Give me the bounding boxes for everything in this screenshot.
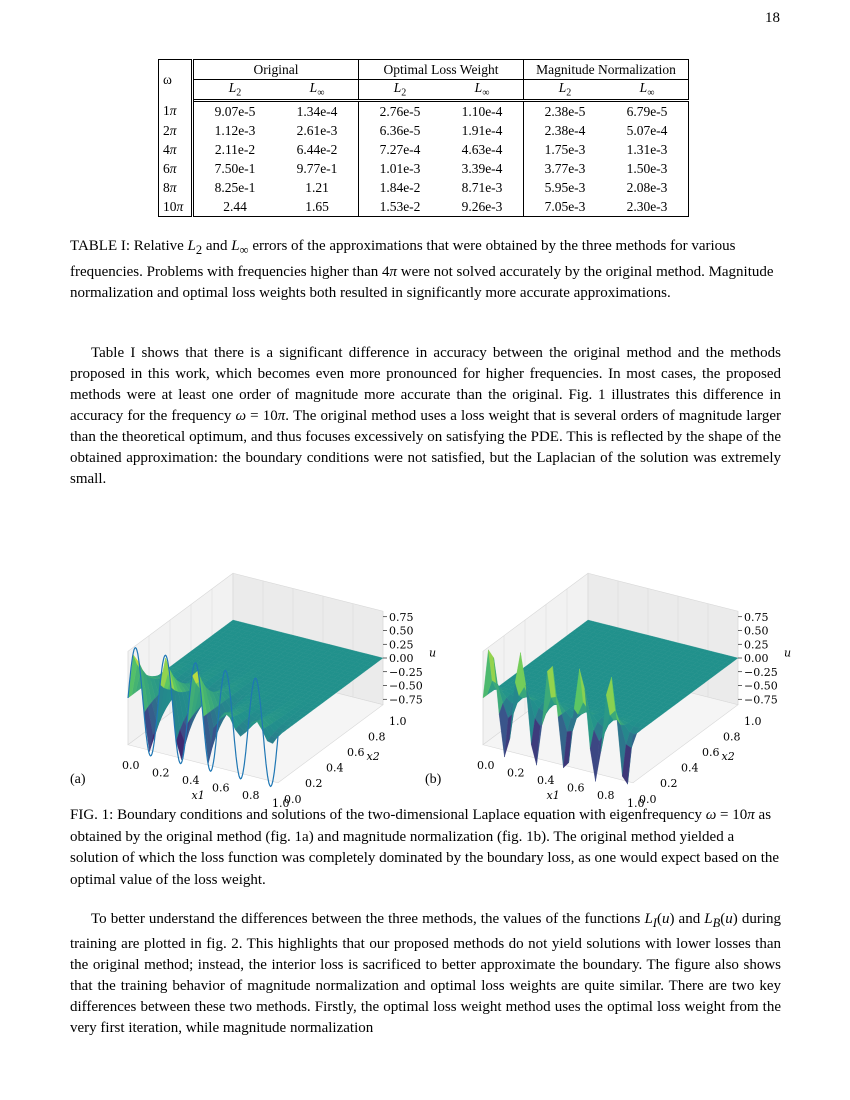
value-cell: 6.36e-5 [379, 122, 421, 138]
z-tick-label: −0.75 [744, 693, 778, 707]
value-cell: 2.76e-5 [379, 103, 421, 119]
x2-tick-label: 1.0 [389, 714, 407, 728]
z-tick-label: 0.00 [389, 652, 414, 665]
figure-1b-surface-plot [465, 520, 792, 810]
x1-tick-label: 0.4 [537, 773, 555, 787]
value-cell: 2.11e-2 [214, 141, 256, 157]
value-cell: 2.38e-4 [544, 122, 586, 138]
value-cell: 4.63e-4 [441, 140, 524, 159]
paragraph-2 [70, 909, 781, 1039]
group-header-original: Original [193, 60, 359, 80]
x1-tick-label: 0.0 [477, 758, 495, 772]
z-tick-label: −0.50 [744, 679, 778, 693]
subheader-linf-c: $L_\infty$ [606, 80, 689, 101]
value-cell: 5.95e-3 [544, 179, 586, 195]
value-cell: 7.05e-3 [524, 197, 607, 217]
z-tick-label: 0.75 [744, 610, 769, 624]
value-cell: 9.77e-1 [276, 159, 359, 178]
table-row [159, 121, 689, 140]
value-cell: 1.12e-3 [214, 122, 256, 138]
x1-tick-label: 1.0 [272, 796, 290, 810]
x2-tick-label: 0.0 [639, 792, 657, 806]
table-caption-text: TABLE I: Relative $L_2$ and $L_\infty$ errors of the approximations that were obtained by the three methods for various frequencies. Problems with frequencies higher than 4π were not solved accurately by the original method. Magnitude normalization and optimal loss weights both resulted in significantly more accurate approximations. [70, 238, 774, 301]
z-tick-label: −0.25 [389, 665, 423, 679]
x1-tick-label: 0.8 [242, 789, 260, 803]
x2-tick-label: 0.4 [326, 761, 344, 775]
x1-tick-label: 0.2 [507, 766, 525, 780]
x1-tick-label: 0.0 [122, 758, 140, 772]
value-cell: 1.34e-4 [276, 101, 359, 122]
value-cell: 8.71e-3 [441, 178, 524, 197]
paragraph-1 [70, 343, 781, 490]
z-axis-ticks [738, 611, 778, 707]
value-cell: 1.53e-2 [359, 197, 442, 217]
z-tick-label: −0.25 [744, 665, 778, 679]
omega-cell: 10π [159, 197, 193, 217]
value-cell: 7.27e-4 [379, 141, 421, 157]
table-row [159, 140, 689, 159]
figure-label-a: (a) [70, 772, 86, 787]
table-caption [70, 236, 790, 305]
value-cell: 2.30e-3 [606, 197, 689, 217]
x1-tick-label: 0.8 [597, 789, 615, 803]
value-cell: 1.21 [276, 178, 359, 197]
x1-tick-label: 1.0 [627, 796, 645, 810]
z-tick-label: 0.75 [389, 610, 414, 624]
value-cell: 1.84e-2 [379, 179, 421, 195]
z-axis-ticks [383, 611, 423, 707]
value-cell: 9.07e-5 [214, 103, 256, 119]
x2-axis-label: x2 [721, 749, 735, 763]
x2-tick-label: 1.0 [744, 714, 762, 728]
z-axis-label: u [429, 646, 437, 660]
x1-axis-label: x1 [546, 788, 560, 802]
value-cell: 2.38e-5 [544, 103, 586, 119]
x2-tick-label: 0.8 [723, 730, 741, 744]
x2-tick-label: 0.2 [305, 777, 323, 791]
paragraph-1-text: Table I shows that there is a significant difference in accuracy between the original method and the methods proposed in this work, which becomes even more pronounced for higher frequencies. In most cases, the proposed methods were at least one order of magnitude more accurate than the original. Fig. 1 illustrates this difference in accuracy for the frequency ω = 10π. The original method uses a loss weight that is several orders of magnitude larger than the theoretical optimum, and thus focuses excessively on satisfying the PDE. This is reflected by the shape of the obtained approximation: the boundary conditions were not satisfied, but the Laplacian of the solution was extremely small. [70, 345, 781, 487]
subheader-l2-a: $L_2$ [193, 80, 277, 101]
x2-tick-label: 0.0 [284, 792, 302, 806]
subheader-linf-a: $L_\infty$ [276, 80, 359, 101]
omega-cell: 4π [159, 140, 193, 159]
z-tick-label: 0.50 [744, 624, 769, 638]
omega-header: ω [159, 60, 193, 101]
x1-tick-label: 0.6 [212, 781, 230, 795]
value-cell: 1.50e-3 [606, 159, 689, 178]
z-tick-label: 0.00 [744, 652, 769, 665]
subheader-linf-b: $L_\infty$ [441, 80, 524, 101]
x2-tick-label: 0.6 [347, 745, 365, 759]
z-tick-label: 0.25 [389, 638, 414, 652]
value-cell: 1.31e-3 [606, 140, 689, 159]
subheader-l2-c: $L_2$ [524, 80, 607, 101]
omega-cell: 6π [159, 159, 193, 178]
value-cell: 2.08e-3 [606, 178, 689, 197]
x2-tick-label: 0.2 [660, 777, 678, 791]
value-cell: 5.07e-4 [606, 121, 689, 140]
group-header-magnitude: Magnitude Normalization [524, 60, 689, 80]
x1-axis-label: x1 [191, 788, 205, 802]
x1-tick-label: 0.2 [152, 766, 170, 780]
figure-label-b: (b) [425, 772, 442, 787]
x1-tick-label: 0.4 [182, 773, 200, 787]
value-cell: 6.79e-5 [606, 101, 689, 122]
omega-cell: 1π [159, 101, 193, 122]
value-cell: 2.44 [193, 197, 277, 217]
value-cell: 3.77e-3 [544, 160, 586, 176]
omega-cell: 2π [159, 121, 193, 140]
value-cell: 1.91e-4 [441, 121, 524, 140]
x2-tick-label: 0.8 [368, 730, 386, 744]
subheader-l2-b: $L_2$ [359, 80, 442, 101]
z-tick-label: −0.50 [389, 679, 423, 693]
value-cell: 3.39e-4 [441, 159, 524, 178]
table-row [159, 197, 689, 217]
z-tick-label: 0.25 [744, 638, 769, 652]
x2-tick-label: 0.4 [681, 761, 699, 775]
figure-caption [70, 805, 785, 891]
figure-caption-text: FIG. 1: Boundary conditions and solutions of the two-dimensional Laplace equation with eigenfrequency ω = 10π as obtained by the original method (fig. 1a) and magnitude normalization (fig. 1b). The original method yielded a solution of which the loss function was completely dominated by the boundary loss, as one would expect based on the optimal value of the loss weight. [70, 807, 780, 888]
value-cell: 1.75e-3 [544, 141, 586, 157]
paragraph-2-text: To better understand the differences between the three methods, the values of the functions $L_I(u)$ and $L_B(u)$ during training are plotted in fig. 2. This highlights that our proposed methods do not yield solutions with lower losses than the original method; instead, the interior loss is sacrificed to better approximate the boundary. The figure also shows that the training behavior of magnitude normalization and optimal loss weights are quite similar. There are two key differences between these two methods. Firstly, the optimal loss weight method uses the optimal loss weight from the very first iteration, while magnitude normalization [70, 911, 781, 1036]
table-row [159, 178, 689, 197]
value-cell: 8.25e-1 [214, 179, 256, 195]
group-header-optimal: Optimal Loss Weight [359, 60, 524, 80]
x1-tick-label: 0.6 [567, 781, 585, 795]
value-cell: 7.50e-1 [214, 160, 256, 176]
results-table [158, 59, 689, 217]
value-cell: 1.01e-3 [379, 160, 421, 176]
table-row [159, 101, 689, 122]
z-tick-label: −0.75 [389, 693, 423, 707]
value-cell: 2.61e-3 [276, 121, 359, 140]
omega-cell: 8π [159, 178, 193, 197]
z-axis-label: u [784, 646, 792, 660]
value-cell: 1.65 [276, 197, 359, 217]
value-cell: 1.10e-4 [441, 101, 524, 122]
table-row [159, 159, 689, 178]
figure-1a-surface-plot [110, 520, 437, 810]
value-cell: 9.26e-3 [441, 197, 524, 217]
x2-tick-label: 0.6 [702, 745, 720, 759]
value-cell: 6.44e-2 [276, 140, 359, 159]
x2-axis-label: x2 [366, 749, 380, 763]
z-tick-label: 0.50 [389, 624, 414, 638]
page-number: 18 [765, 10, 780, 26]
